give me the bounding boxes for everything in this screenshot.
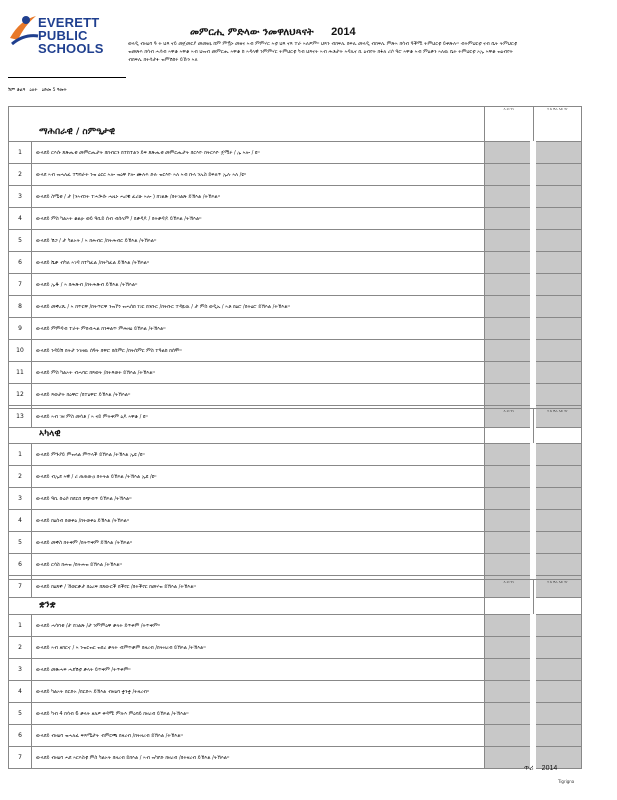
table-row	[9, 466, 582, 488]
intro-paragraph: ወላዲ ብዛዕባ ዓ ት ህጻ ናይ መጀመርያ መመዘኒ ከም ምዃኑ መዘና ኣብ ምምሃር ኣቲ ህጻ ናጻ ተራ ኣለዎም። ህጻን ብክፍሊ ክፍሊ መላዲ ብክፍሊ ምጽኣ ክሳብ ዓቕሚ ትምህርቲ ይቀጽሉ። ብትምህርቲ ናብ ቤት ትምህርቲ ዝመጽእ ክሳብ ሓሳብ ኣዋቆ ኣዋቆ ኣብ ህዝብ መምርሒ ኣዋቆ ከ ኣዳላዊ ንምምሃር ትምህርቲ ካብ ህጻናት ኣብ ሕቶታት ኣዳሊና ኪ ዕብየት ክፋለ ሪሶ ዓሮ ኣዋቆ ኣብ ምዕቃን ኣለዉ ቤት ትምህርቲ ኦኢ ኣዋቆ ዝዕብየት ብክፍሊ ክትሳታፉ ዝምሽከሩ ይኹን ኣለ	[128, 41, 517, 63]
item-text: ውላደይ ኣብ ገዛ ምስ መሳቶ / ኣ ናይ ምትቅም ዕዶ ኣዋቆ / ዩ።	[32, 406, 485, 428]
answer-box-2[interactable]	[533, 681, 582, 703]
answer-box-2[interactable]	[533, 362, 582, 384]
table-row	[9, 444, 582, 466]
answer-box-1[interactable]	[485, 725, 534, 747]
answer-box-2[interactable]	[533, 142, 582, 164]
table-row	[9, 318, 582, 340]
table-row	[9, 252, 582, 274]
item-number: 2	[9, 637, 32, 659]
item-number: 7	[9, 576, 32, 598]
item-number: 1	[9, 615, 32, 637]
answer-box-1[interactable]	[485, 186, 534, 208]
item-text: ውላደይ ንዳይሽ ክትታ ንገዛዉ ሰዓት ክዋሮ ክሰምር /ክትሰምር ምስ ተዓልከ ክሰሞ።	[32, 340, 485, 362]
item-text: ውላደ ኣብ ዝሓለፈ ተግባራት ንዝ ዕርር ኣሎ ዝዕዋ ኮሎ ሙሉእ ድሉ ዝርእዮ ኣለ ኣብ ቡላ ንኡስ ይፍለጥ ኢሉ ኣለ /ዩ።	[32, 164, 485, 186]
answer-box-2[interactable]	[533, 466, 582, 488]
item-number: 10	[9, 340, 32, 362]
header-spacer	[475, 580, 484, 615]
answer-box-2[interactable]	[533, 554, 582, 576]
item-text: ውላደይ ምጉያይ ምዝላል ምጥላቕ ይኽእል /ትኽእል ኢዩ /ዩ።	[32, 444, 485, 466]
answer-box-1[interactable]	[485, 615, 534, 637]
item-number: 11	[9, 362, 32, 384]
item-text: ውላደይ ርሳስ ክሐዝ /ክትሐዝ ይኽእል /ትኽእል።	[32, 554, 485, 576]
item-text: ውላደይ መቐስ ክትቀም /ክትጥቀም ይኽእል /ትኽእል።	[32, 532, 485, 554]
item-number: 12	[9, 384, 32, 406]
answer-box-1[interactable]	[485, 274, 534, 296]
table-row	[9, 362, 582, 384]
section-title: ማሕበራዊ / ስምዒታዊ	[9, 107, 482, 142]
key-column-2: ገ ለ ዋራ ኣይ ገና	[533, 409, 582, 444]
answer-box-1[interactable]	[485, 466, 534, 488]
key-column-2: ገ ለ ዋራ ኣይ ገና	[533, 107, 582, 142]
item-text: ውላደይ መቐረጺ / ኣ ክጥርዋ /ክትጥርዋ ንዝኾነ ዝሓሰበ ነገር ክንቡር /ክትቡር ተዳዪዉ / ታ ምስ ወዲኡ / ኣቶ ክዕሮ /ክትዕሮ ይኽእል /ትኽእል።	[32, 296, 485, 318]
table-row	[9, 659, 582, 681]
answer-box-2[interactable]	[533, 252, 582, 274]
item-number: 5	[9, 703, 32, 725]
answer-box-1[interactable]	[485, 510, 534, 532]
answer-box-1[interactable]	[485, 164, 534, 186]
answer-box-1[interactable]	[485, 208, 534, 230]
item-number: 4	[9, 208, 32, 230]
item-text: ውላደይ ሼቃ ብካለ ኣገዳ ክተካፈል /ክትካፈል ይኽእል /ትኽእል።	[32, 252, 485, 274]
logo-line-1: EVERETT	[38, 15, 100, 30]
date-label: ዕለት	[29, 88, 39, 93]
table-row	[9, 725, 582, 747]
answer-box-1[interactable]	[485, 384, 534, 406]
item-text: ውላደይ ክዕሰብ ክወቅዕ /ክትወቅዕ ይኽእል /ትኽእል።	[32, 510, 485, 532]
language-code: Tigrigna	[558, 779, 575, 784]
answer-box-1[interactable]	[485, 252, 534, 274]
item-text: ውላደይ ኢዱ / ኣ ክሕጽብ /ክትሕጽብ ይኽእል /ትኽእል።	[32, 274, 485, 296]
section-social-emotional	[8, 106, 582, 428]
answer-box-2[interactable]	[533, 725, 582, 747]
table-row	[9, 703, 582, 725]
item-number: 7	[9, 747, 32, 769]
star-figure-icon	[6, 10, 40, 50]
answer-box-2[interactable]	[533, 659, 582, 681]
answer-box-2[interactable]	[533, 444, 582, 466]
answer-box-1[interactable]	[485, 681, 534, 703]
table-row	[9, 488, 582, 510]
answer-box-2[interactable]	[533, 532, 582, 554]
answer-box-1[interactable]	[485, 230, 534, 252]
table-row	[9, 296, 582, 318]
item-text: ውላደይ ሓሳባቱ /ታ ክገልጽ /ታ ንምምዕዋ ቃላት ይጥቀም /ትጥቀም።	[32, 615, 485, 637]
answer-box-1[interactable]	[485, 318, 534, 340]
table-row	[9, 274, 582, 296]
item-number: 9	[9, 318, 32, 340]
item-text: ውላደይ ምስ ካልኦት ብሓባር ክጻወት /ክትጻወት ይኽእል /ትኽእል።	[32, 362, 485, 384]
item-text: ውላደይ ርእሱ ጸጽሒቱ መምርሒታት ክክብርን ክተከተልን ይፍ ጸጽሒቱ መምርሒታት ክርእዮ ክትርእዮ ጀሚሩ / ሌ ኣሎ / ዩ።	[32, 142, 485, 164]
key-column-1: ኣ ብ ገና	[485, 409, 534, 444]
item-text: ውላደይ ጻወታት ክዕዋሮ /ክተዕዋሮ ይኽእል /ትኽእል።	[32, 384, 485, 406]
answer-box-2[interactable]	[533, 318, 582, 340]
footer-date	[518, 764, 557, 773]
table-row	[9, 681, 582, 703]
item-text: ውላደይ ስሜቱ / ታ (ንኣብነት ተሓጒሱ ሓዚኑ ሓሪቑ ፈሪሁ ኣሎ ) ክገልጽ /ክትገልጽ ይኽእል /ትኽእል።	[32, 186, 485, 208]
table-row	[9, 142, 582, 164]
item-number: 13	[9, 406, 32, 428]
key-column-1: ኣ ብ ገና	[485, 107, 534, 142]
logo-line-3: SCHOOLS	[38, 41, 104, 56]
table-row	[9, 747, 582, 769]
item-number: 2	[9, 466, 32, 488]
answer-box-2[interactable]	[533, 384, 582, 406]
answer-box-1[interactable]	[485, 340, 534, 362]
item-text: ውላደይ ሽጋ / ታ ካልኦት / ኣ ክሕብር /ክትሕብር ይኽእል /ትኽእል።	[32, 230, 485, 252]
section-title: ቋንቋ	[9, 580, 476, 615]
item-text: ውላደይ ምስ ካልኦት ቆልዑ ወይ ዓቢይ ሰብ ብሰላም / ክቃዳዶ / ክትቃዳዶ ይኽእል /ትኽእል።	[32, 208, 485, 230]
table-row	[9, 208, 582, 230]
item-number: 2	[9, 164, 32, 186]
section-language	[8, 579, 582, 769]
item-text: ውላደይ መጽሓፍ ሓደሽቲ ቃላት ይጥቀም /ትጥቀም።	[32, 659, 485, 681]
header-spacer	[477, 409, 485, 444]
page-title	[190, 26, 356, 38]
answer-box-1[interactable]	[485, 532, 534, 554]
table-row	[9, 532, 582, 554]
name-label: ሽም ቆልዓ	[8, 88, 26, 93]
section-physical	[8, 408, 582, 598]
table-row	[9, 164, 582, 186]
item-number: 3	[9, 186, 32, 208]
answer-box-1[interactable]	[485, 659, 534, 681]
item-text: ውላደይ ብኢደ ኣዊ / ሪ ጠጠውዐ ክትትል ይኽእል /ትኽእል ኢዩ /ዩ።	[32, 466, 485, 488]
item-number: 6	[9, 725, 32, 747]
table-row	[9, 230, 582, 252]
item-text: ውላደይ ካብ 4 ክሳብ 6 ቃላት ዘለዎ ቅዳሚ ምሉእ ምዕባይ ክዛረብ ይኽእል /ትኽእል።	[32, 703, 485, 725]
student-info	[8, 77, 126, 93]
table-row	[9, 510, 582, 532]
answer-box-2[interactable]	[533, 274, 582, 296]
answer-box-1[interactable]	[485, 703, 534, 725]
title-year: 2014	[331, 26, 356, 38]
item-number: 3	[9, 488, 32, 510]
answer-box-1[interactable]	[485, 142, 534, 164]
answer-box-2[interactable]	[533, 296, 582, 318]
answer-box-2[interactable]	[533, 637, 582, 659]
section-title: ኣካላዊ	[9, 409, 477, 444]
age-label: ዕድመ 5 ዓመት	[41, 88, 67, 93]
district-logo	[6, 10, 126, 60]
key-column-2: ገ ለ ዋራ ኣይ ገና	[533, 580, 582, 615]
item-number: 1	[9, 142, 32, 164]
item-number: 1	[9, 444, 32, 466]
item-number: 3	[9, 659, 32, 681]
answer-box-1[interactable]	[485, 444, 534, 466]
answer-box-2[interactable]	[533, 230, 582, 252]
item-text: ውላደይ ብዛዕባ ዝሓለፈ ፍጻሜታት ብምርጫ ክዛረብ /ክትዛረብ ይኽእል /ትኽእል።	[32, 725, 485, 747]
answer-box-2[interactable]	[533, 340, 582, 362]
item-number: 5	[9, 532, 32, 554]
footer-year: 2014	[541, 765, 558, 772]
title-text: መምርሒ ምድላው ንመዋለህጻናት	[190, 27, 314, 38]
item-text: ውላደይ ክዕጸቐ / ኸወርቃታ ክዕረፍ ክጸውርቕ ክቕየር /ክትቕየር ክመሃዝ ይኽእል /ትኽእል።	[32, 576, 485, 598]
item-number: 6	[9, 554, 32, 576]
footer-label: ጥሪ	[524, 765, 534, 772]
item-number: 6	[9, 252, 32, 274]
item-text: ውላደይ ካልኦት ክርድኦ /ክርድኣ ይኽእል ብዛዕባ ቋንቋ /ትዛረብ።	[32, 681, 485, 703]
item-number: 5	[9, 230, 32, 252]
table-row	[9, 554, 582, 576]
answer-box-1[interactable]	[485, 296, 534, 318]
item-number: 7	[9, 274, 32, 296]
item-number: 8	[9, 296, 32, 318]
table-row	[9, 637, 582, 659]
table-row	[9, 340, 582, 362]
answer-box-1[interactable]	[485, 554, 534, 576]
table-row	[9, 384, 582, 406]
answer-box-1[interactable]	[485, 637, 534, 659]
item-number: 4	[9, 510, 32, 532]
answer-box-2[interactable]	[533, 510, 582, 532]
item-text: ውላደይ ኣብ ዘክርኖ / ኣ ንዝርዝር ዝክረ ቃላት ብምጥቃም ክዛረብ /ክትዛረብ ይኽእል /ትኽእል።	[32, 637, 485, 659]
answer-box-2[interactable]	[533, 615, 582, 637]
answer-box-2[interactable]	[533, 703, 582, 725]
answer-box-1[interactable]	[485, 362, 534, 384]
answer-box-2[interactable]	[533, 208, 582, 230]
answer-box-1[interactable]	[485, 488, 534, 510]
item-number: 4	[9, 681, 32, 703]
key-column-1: ኣ ብ ገና	[485, 580, 534, 615]
table-row	[9, 615, 582, 637]
answer-box-2[interactable]	[533, 488, 582, 510]
item-text: ውላደይ ምምዳብ ተራት ምክብሓል ክንፍልጥ ምሕዛዕ ይኽእል /ትኽእል።	[32, 318, 485, 340]
logo-line-2: PUBLIC	[38, 28, 88, 43]
table-row	[9, 186, 582, 208]
item-text: ውላደይ ዓቢ ኩዕሶ ክደርበ ክጭብጥ ይኽእል /ትኽእል።	[32, 488, 485, 510]
answer-box-2[interactable]	[533, 186, 582, 208]
answer-box-2[interactable]	[533, 164, 582, 186]
item-text: ውላደይ ብዛዕባ ሓደ ኣርእስቲ ምስ ካልኦት ክዛረብ ይክእል / ኣብ ዝካየድ ክዛረብ /ክትዛረብ ይኽእል /ትኽእል።	[32, 747, 485, 769]
